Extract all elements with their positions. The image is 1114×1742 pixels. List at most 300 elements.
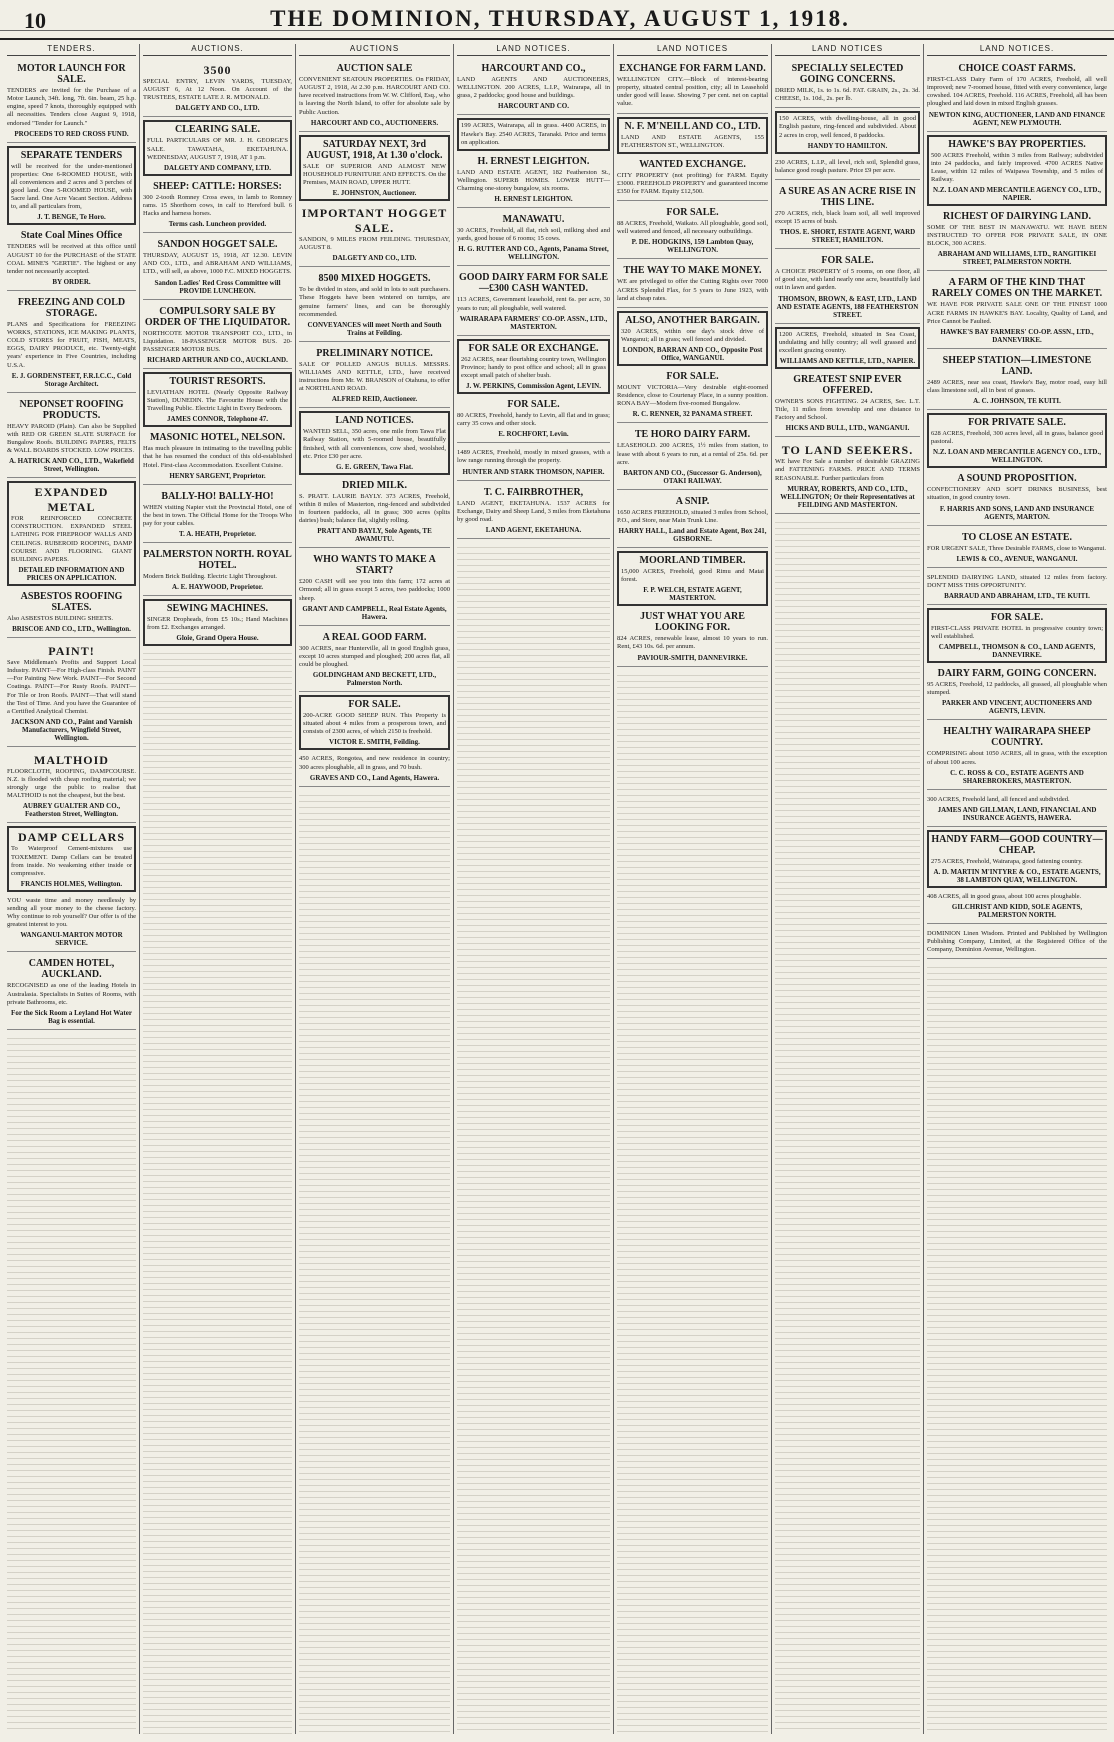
ad-heading: A SURE AS AN ACRE RISE IN THIS LINE. xyxy=(779,185,916,208)
ad-heading: TO CLOSE AN ESTATE. xyxy=(961,531,1073,543)
advertisement xyxy=(775,111,920,153)
ad-body: £200 CASH will see you into this farm; 172 acres at Ormond; all in grass except 5 acres, two paddocks; 1000 sheep. xyxy=(299,578,450,602)
ad-body: NORTHCOTE MOTOR TRANSPORT CO., LTD., in Liquidation. 18-PASSENGER MOTOR BUS. 20-PASSENGER MOTOR BUS. xyxy=(143,329,292,353)
ad-heading: H. ERNEST LEIGHTON. xyxy=(477,155,590,167)
page-number: 10 xyxy=(24,8,46,33)
ad-signature: RICHARD ARTHUR AND CO., AUCKLAND. xyxy=(147,355,288,364)
advertisement xyxy=(617,368,768,423)
advertisement xyxy=(7,396,136,479)
ad-body: 270 ACRES, rich, black loam soil, all well improved except 15 acres of bush. xyxy=(775,209,920,225)
advertisement xyxy=(775,371,920,437)
advertisement xyxy=(457,153,610,208)
advertisement xyxy=(299,477,450,549)
advertisement xyxy=(7,955,136,1029)
ad-signature: PROCEEDS TO RED CROSS FUND. xyxy=(14,129,129,138)
ad-body: 300 ACRES, near Hunterville, all in good English grass, except 10 acres stumped and ploughed; 200 acres flat, all could be ploughed. xyxy=(299,644,450,668)
ad-heading: FREEZING AND COLD STORAGE. xyxy=(17,296,126,319)
advertisement xyxy=(617,60,768,114)
ad-heading: SHEEP: CATTLE: HORSES: xyxy=(153,180,282,192)
ad-body: 230 ACRES, L.I.P., all level, rich soil, Splendid grass, balance good rough pasture. Price £9 per acre. xyxy=(775,158,920,174)
ad-body: TENDERS will be received at this office until AUGUST 10 for the PURCHASE of the STATE COAL MINE'S "GERTIE". The highest or any tender not necessarily accepted. xyxy=(7,243,136,275)
advertisement xyxy=(7,894,136,953)
advertisement xyxy=(927,352,1107,410)
ad-heading: A SOUND PROPOSITION. xyxy=(957,473,1077,485)
ad-heading: MOORLAND TIMBER. xyxy=(639,555,746,566)
ad-display-heading: DAMP CELLARS xyxy=(17,830,125,845)
ad-signature: MURRAY, ROBERTS, AND CO., LTD., WELLINGTON; Or their Representatives at FEILDING AND MASTERTON. xyxy=(780,484,915,509)
ad-body: LAND AGENTS AND AUCTIONEERS, WELLINGTON. 200 ACRES, L.I.P., Wairarapa, all in grass, 2 paddocks; good house and buildings. xyxy=(457,76,610,100)
ad-signature: BARTON AND CO., (Successor G. Anderson), OTAKI RAILWAY. xyxy=(623,468,762,485)
ad-signature: AUBREY GUALTER AND CO., Featherston Street, Wellington. xyxy=(22,802,121,819)
column-2 xyxy=(140,44,296,1734)
ad-signature: GRAVES AND CO., Land Agents, Hawera. xyxy=(309,773,440,782)
ad-body: DOMINION Linen Wisdom. Printed and Published by Wellington Publishing Company, Limited, at the Registered Office of the Company, Dominion Avenue, Wellington. xyxy=(927,930,1107,954)
advertisement xyxy=(143,372,292,427)
advertisement xyxy=(927,208,1107,271)
ad-body: 30 ACRES, Freehold, all flat, rich soil, milking shed and yards, good house of 6 rooms; 15 cows. xyxy=(457,227,610,243)
ad-body: 199 ACRES, Wairarapa, all in grass. 4400 ACRES, in Hawke's Bay. 2540 ACRES, Taranaki. Price and terms on application. xyxy=(461,122,606,146)
ad-heading: NEPONSET ROOFING PRODUCTS. xyxy=(19,398,124,421)
ad-signature: BY ORDER. xyxy=(52,277,91,286)
ad-heading: FOR SALE. xyxy=(348,699,401,710)
ad-signature: R. C. RENNER, 32 PANAMA STREET. xyxy=(632,410,753,419)
ad-body: SANDON, 9 MILES FROM FEILDING. THURSDAY, AUGUST 8. xyxy=(299,236,450,252)
ad-heading: TOURIST RESORTS. xyxy=(169,375,266,387)
ad-body: 450 ACRES, Rongotea, and new residence in country; 300 acres ploughable, all in grass, and 70 bush. xyxy=(299,755,450,771)
ad-heading: JUST WHAT YOU ARE LOOKING FOR. xyxy=(640,611,745,634)
ad-body: WANTED SELL, 350 acres, one mile from Tawa Flat Railway Station, with 5-roomed house, beautifully finished, with all conveniences, cow shed, woolshed, etc. Price £30 per acre. xyxy=(303,428,446,460)
ad-heading: THE WAY TO MAKE MONEY. xyxy=(623,265,762,277)
ad-body: 275 ACRES, Freehold, Wairarapa, good fattening country. xyxy=(931,857,1083,865)
ad-body: 113 ACRES, Government leasehold, rent 6s. per acre, 30 years to run; all ploughable, well watered. xyxy=(457,296,610,312)
advertisement xyxy=(143,120,292,175)
ad-body: 88 ACRES, Freehold, Waikato. All ploughable, good soil, well watered and fenced, all necessary outbuildings. xyxy=(617,220,768,236)
small-print-filler xyxy=(617,670,768,1735)
ad-signature: HICKS AND BULL, LTD., WANGANUI. xyxy=(785,424,910,433)
ad-heading: State Coal Mines Office xyxy=(20,230,123,242)
ad-body: FULL PARTICULARS OF MR. J. H. GEORGE'S SALE. TAWATAHA, EKETAHUNA. WEDNESDAY, AUGUST 7, 1918, AT 1 p.m. xyxy=(147,137,288,161)
advertisement xyxy=(775,327,920,369)
ad-body: WHEN visiting Napier visit the Provincial Hotel, one of the best in town. The Official Home for the Troops Who pay for your cables. xyxy=(143,503,292,527)
ad-signature: A. E. HAYWOOD, Proprietor. xyxy=(172,583,263,592)
advertisement xyxy=(927,60,1107,132)
ad-heading: FOR SALE. xyxy=(507,399,560,410)
ad-signature: N.Z. LOAN AND MERCANTILE AGENCY CO., LTD., WELLINGTON. xyxy=(933,448,1101,465)
ad-signature: GILCHRIST AND KIDD, SOLE AGENTS, PALMERSTON NORTH. xyxy=(951,903,1083,919)
ad-heading: SEPARATE TENDERS xyxy=(20,149,123,161)
ad-body: CONFECTIONERY AND SOFT DRINKS BUSINESS, best situation, in good country town. xyxy=(927,486,1107,502)
advertisement xyxy=(143,488,292,543)
ad-signature: J. W. PERKINS, Commission Agent, LEVIN. xyxy=(466,382,601,390)
ad-signature: CONVEYANCES will meet North and South Trains at Feilding. xyxy=(307,320,442,337)
ad-body: TENDERS are invited for the Purchase of a Motor Launch, 34ft. long, 7ft. 6in. beam, 25 h.p. engine, speed 7 knots, thoroughly equipped with all necessities. Tenders close August 9, 1918, endorsed "Tender for Launch." xyxy=(7,87,136,127)
small-print-filler xyxy=(457,542,610,1734)
ad-signature: N.Z. LOAN AND MERCANTILE AGENCY CO., LTD., NAPIER. xyxy=(933,186,1101,202)
ad-body: A CHOICE PROPERTY of 5 rooms, on one floor, all of good size, with land nearly one acre, beautifully laid out in lawn and garden. xyxy=(775,268,920,292)
column-header: AUCTIONS xyxy=(299,44,450,56)
ad-signature: PRATT AND BAYLY, Sole Agents, TE AWAMUTU. xyxy=(317,527,432,544)
ad-heading: FOR SALE. xyxy=(821,255,874,267)
ad-body: COMPRISING about 1050 ACRES, all in grass, with the exception of about 100 acres. xyxy=(927,750,1107,766)
ad-heading: SHEEP STATION—LIMESTONE LAND. xyxy=(942,354,1092,377)
advertisement xyxy=(299,752,450,786)
advertisement xyxy=(7,641,136,747)
advertisement xyxy=(7,146,136,226)
ad-heading: MASONIC HOTEL, NELSON. xyxy=(149,432,286,444)
advertisement xyxy=(927,608,1107,663)
ad-body: LEVIATHAN HOTEL (Nearly Opposite Railway Station), DUNEDIN. The Favourite House with the Travelling Public. Electric Light in Every Bedroom. xyxy=(147,388,288,413)
ad-signature: ALFRED REID, Auctioneer. xyxy=(331,395,418,404)
ad-heading: TE HORO DAIRY FARM. xyxy=(634,429,751,441)
ad-body: OWNER'S SONS FIGHTING. 24 ACRES, Sec. L.T. Title, 11 miles from township and one distance to Factory and School. xyxy=(775,397,920,422)
ad-heading: CAMDEN HOTEL, AUCKLAND. xyxy=(28,958,115,981)
advertisement xyxy=(775,440,920,513)
advertisement xyxy=(457,396,610,443)
ad-signature: HENRY SARGENT, Proprietor. xyxy=(169,471,266,480)
ad-heading: SEWING MACHINES. xyxy=(166,603,269,615)
advertisement xyxy=(927,830,1107,888)
ad-heading: CHOICE COAST FARMS. xyxy=(958,63,1076,74)
advertisement xyxy=(617,493,768,548)
column-header: TENDERS. xyxy=(7,44,136,56)
ad-body: CONVENIENT SEATOUN PROPERTIES. On FRIDAY, AUGUST 2, 1918, At 2.30 p.m. HARCOURT AND CO. have received instructions from W. W. Clifford, Esq., who is leaving the North Island, to offer for absolute sale by Public Auction. xyxy=(299,76,450,116)
ad-signature: E. J. GORDENSTEET, F.R.I.C.C., Cold Storage Architect. xyxy=(11,371,132,388)
masthead-rule xyxy=(0,30,1114,31)
advertisement xyxy=(617,426,768,489)
ad-body: 824 ACRES, renewable lease, almost 10 years to run. Rent, £43 10s. 6d. per annum. xyxy=(617,635,768,651)
ad-signature: BRISCOE AND CO., LTD., Wellington. xyxy=(12,625,131,633)
advertisement xyxy=(457,339,610,394)
advertisement xyxy=(927,723,1107,789)
ad-body: 1650 ACRES FREEHOLD, situated 3 miles from School, P.O., and Store, near Main Trunk Line. xyxy=(617,508,768,524)
ad-signature: THOMSON, BROWN, & EAST, LTD., LAND AND ESTATE AGENTS, 188 FEATHERSTON STREET. xyxy=(776,294,919,319)
ad-heading: FOR SALE OR EXCHANGE. xyxy=(468,342,599,354)
ad-signature: HAWKE'S BAY FARMERS' CO-OP. ASSN., LTD., DANNEVIRKE. xyxy=(940,327,1094,344)
ad-body: THURSDAY, AUGUST 15, 1918, AT 12.30. LEVIN AND CO., LTD., and ABRAHAM AND WILLIAMS, LTD., will sell, as above, 1000 F.C. MIXED HOGGETS. xyxy=(143,252,292,276)
advertisement xyxy=(299,345,450,409)
advertisement xyxy=(7,481,136,586)
advertisement xyxy=(617,608,768,666)
ad-heading: FOR PRIVATE SALE. xyxy=(968,417,1066,428)
advertisement xyxy=(143,599,292,646)
ad-body: YOU waste time and money needlessly by sending all your money to the cheese factory. Why continue to rob yourself? Our offer is of the greatest interest to you. xyxy=(7,896,136,929)
ad-body: To be divided in sizes, and sold in lots to suit purchasers. These Hoggets have been wintered on turnips, are genuine farmers' lines, and can be thoroughly recommended. xyxy=(299,286,450,318)
ad-signature: NEWTON KING, AUCTIONEER, LAND AND FINANCE AGENT, NEW PLYMOUTH. xyxy=(928,110,1106,127)
advertisement xyxy=(775,183,920,249)
ad-body: 95 ACRES, Freehold, 12 paddocks, all grassed, all ploughable when stumped. xyxy=(927,681,1107,697)
ad-signature: THOS. E. SHORT, ESTATE AGENT, WARD STREET, HAMILTON. xyxy=(779,228,916,245)
ad-signature: HARCOURT AND CO., AUCTIONEERS. xyxy=(310,118,439,127)
ad-body: FLOORCLOTH, ROOFING, DAMPCOURSE. N.Z. is flooded with cheap roofing material; we strongly urge the public to realise that MALTHOID is not the cheapest, but the best. xyxy=(7,767,136,800)
advertisement xyxy=(457,484,610,539)
ad-heading: A FARM OF THE KIND THAT RARELY COMES ON THE MARKET. xyxy=(931,277,1103,300)
advertisement xyxy=(143,236,292,299)
ad-heading: SATURDAY NEXT, 3rd AUGUST, 1918, At 1.30 o'clock. xyxy=(306,138,443,161)
ad-heading: A SNIP. xyxy=(675,495,710,507)
advertisement xyxy=(457,211,610,266)
ad-signature: WILLIAMS AND KETTLE, LTD., NAPIER. xyxy=(779,356,916,365)
ad-body: 2489 ACRES, near sea coast, Hawke's Bay, motor road, easy hill class limestone soil, all in best of grasses. xyxy=(927,378,1107,394)
advertisement xyxy=(927,571,1107,605)
ad-body: SPLENDID DAIRYING LAND, situated 12 miles from factory. DON'T MISS THIS OPPORTUNITY. xyxy=(927,573,1107,589)
small-print-filler xyxy=(299,790,450,1734)
advertisement xyxy=(143,303,292,369)
ad-heading: DRIED MILK. xyxy=(341,479,407,491)
ad-body: 80 ACRES, Freehold, handy to Levin, all flat and in grass; carry 35 cows and other stock. xyxy=(457,412,610,428)
ad-signature: FRANCIS HOLMES, Wellington. xyxy=(20,879,123,888)
ad-body: WELLINGTON CITY.—Block of interest-bearing property, situated central position, city; all in Leasehold under good will lease. Showing 7 per cent. net on capital value. xyxy=(617,76,768,108)
ad-body: CITY PROPERTY (not profiting) for FARM. Equity £3000. FREEHOLD PROPERTY and guaranteed income £350 for FARM. Equity £12,500. xyxy=(617,171,768,195)
ad-signature: HARCOURT AND CO. xyxy=(498,102,569,111)
small-print-filler xyxy=(7,1033,136,1734)
ad-signature: E. ROCHFORT, Levin. xyxy=(498,430,569,439)
advertisement xyxy=(457,446,610,480)
advertisement xyxy=(7,227,136,291)
advertisement xyxy=(299,551,450,625)
ad-body: FIRST-CLASS Dairy Farm of 170 ACRES, Freehold, all well improved; new 7-roomed house, fitted with every convenience, large cowshed. 104 ACRES, Freehold. 116 ACRES, Freehold, all has been ploughed and laid down in mixed English grasses. xyxy=(927,76,1107,108)
ad-body: WE are privileged to offer the Cutting Rights over 7000 ACRES Splendid Flax, for 5 years to June 1923, with land at cheap rates. xyxy=(617,278,768,302)
ad-heading: WHO WANTS TO MAKE A START? xyxy=(313,554,436,577)
ad-signature: DETAILED INFORMATION AND PRICES ON APPLICATION. xyxy=(18,565,125,582)
ad-heading: GOOD DAIRY FARM FOR SALE—£300 CASH WANTED. xyxy=(458,272,609,295)
advertisement xyxy=(299,203,450,267)
ad-body: S. PRATT. LAURIE BAYLY. 373 ACRES, Freehold, within 8 miles of Masterton, ring-fenced and subdivided in fourteen paddocks, all in grass; 300 acres (splits dairies) bush; balance flat, slightly rolling. xyxy=(299,492,450,525)
advertisement xyxy=(927,413,1107,468)
ad-heading: FOR SALE. xyxy=(666,371,719,382)
ad-heading: PRELIMINARY NOTICE. xyxy=(316,347,433,359)
ad-heading: GREATEST SNIP EVER OFFERED. xyxy=(793,373,902,396)
advertisement xyxy=(927,529,1107,568)
ad-heading: A REAL GOOD FARM. xyxy=(322,631,427,643)
advertisement xyxy=(927,665,1107,720)
ad-display-heading: EXPANDED METAL xyxy=(34,485,109,515)
advertisement xyxy=(775,156,920,180)
advertisement xyxy=(7,826,136,892)
ad-heading: WANTED EXCHANGE. xyxy=(639,158,746,170)
ad-signature: GRANT AND CAMPBELL, Real Estate Agents, Hawera. xyxy=(302,604,447,621)
ad-body: To Waterproof Cement-mixtures use TOXEMENT. Damp Cellars can be treated from inside. No weakening either inside or compressive. xyxy=(11,845,132,877)
ad-signature: JACKSON AND CO., Paint and Varnish Manufacturers, Wingfield Street, Wellington. xyxy=(10,717,133,742)
ad-body: 628 ACRES, Freehold, 300 acres level, all in grass, balance good pastoral. xyxy=(931,430,1103,446)
ad-body: FOR URGENT SALE, Three Desirable FARMS, close to Wanganui. xyxy=(927,544,1106,552)
ad-body: 200-ACRE GOOD SHEEP RUN. This Property is situated about 4 miles from a prosperous town, and consists of 2300 acres, of which 2150 is freehold. xyxy=(303,712,446,736)
ad-body: 408 ACRES, all in good grass, about 100 acres ploughable. xyxy=(927,892,1082,900)
page-columns xyxy=(4,44,1110,1734)
ad-heading: FOR SALE. xyxy=(990,611,1044,623)
advertisement xyxy=(617,551,768,606)
ad-heading: 8500 MIXED HOGGETS. xyxy=(318,273,431,285)
ad-heading: LAND NOTICES. xyxy=(335,415,414,427)
ad-heading: SPECIALLY SELECTED GOING CONCERNS. xyxy=(791,63,904,85)
ad-body: DRIED MILK, 1s. to 1s. 6d. FAT. GRAIN, 2s., 2s. 3d. CHEESE, 1s. 10d., 2s. per lb. xyxy=(775,87,920,103)
ad-signature: A. HATRICK AND CO., LTD., Wakefield Street, Wellington. xyxy=(9,457,134,474)
ad-heading: SANDON HOGGET SALE. xyxy=(157,239,278,251)
column-6 xyxy=(772,44,924,1734)
ad-signature: PAVIOUR-SMITH, DANNEVIRKE. xyxy=(637,653,748,662)
ad-signature: LEWIS & CO., AVENUE, WANGANUI. xyxy=(956,554,1078,563)
advertisement xyxy=(617,117,768,154)
ad-signature: H. G. RUTTER AND CO., Agents, Panama Street, WELLINGTON. xyxy=(458,245,609,262)
ad-heading: FOR SALE. xyxy=(666,207,719,219)
ad-signature: CAMPBELL, THOMSON & CO., LAND AGENTS, DANNEVIRKE. xyxy=(938,643,1096,660)
ad-heading: EXCHANGE FOR FARM LAND. xyxy=(619,63,766,74)
ad-signature: H. ERNEST LEIGHTON. xyxy=(494,195,573,204)
ad-signature: Gloie, Grand Opera House. xyxy=(176,634,259,643)
ad-heading: DAIRY FARM, GOING CONCERN. xyxy=(937,668,1097,680)
ad-body: will be received for the under-mentioned properties: One 6-ROOMED HOUSE, with all conveniences and 2 acres and 3 perches of good land. One 5-ROOMED HOUSE, with 5acre land. One Acre Vacant Section. Address to, and all particulars from, xyxy=(11,162,132,211)
ad-body: 300 2-tooth Romney Cross ewes, in lamb to Romney rams. 15 Shorthorn cows, in calf to Hereford bull. 6 Hacks and harness horses. xyxy=(143,193,292,217)
column-3 xyxy=(296,44,454,1734)
ad-body: Has much pleasure in intimating to the travelling public that he has resumed the conduct of this old-established Hotel. First-class Accommodation. Excellent Cuisine. xyxy=(143,445,292,469)
ad-heading: HAWKE'S BAY PROPERTIES. xyxy=(948,138,1086,150)
ad-body: SINGER Dropheads, from £5 10s.; Hand Machines from £2. Exchanges arranged. xyxy=(147,616,288,632)
ad-body: LAND AGENT, EKETAHUNA. 1537 ACRES for Exchange, Dairy and Sheep Land, 3 miles from Eketahuna by good road. xyxy=(457,499,610,523)
ad-signature: P. DE. HODGKINS, 159 Lambton Quay, WELLINGTON. xyxy=(631,238,754,255)
ad-heading: COMPULSORY SALE BY ORDER OF THE LIQUIDATOR. xyxy=(144,305,291,328)
advertisement xyxy=(143,429,292,484)
ad-body: 1200 ACRES, Freehold, situated in Sea Coast, undulating and hilly country; all well grassed and excellent grazing country. xyxy=(779,330,916,354)
column-header: LAND NOTICES. xyxy=(457,44,610,56)
ad-heading: MANAWATU. xyxy=(502,214,565,226)
ad-body: 150 ACRES, with dwelling-house, all in good English pasture, ring-fenced and subdivided. About 2 acres in crop, well fenced, 8 paddocks. xyxy=(779,115,916,139)
advertisement xyxy=(143,60,292,117)
ad-body: Save Middleman's Profits and Support Local Industry. PAINT—For High-class Finish. PAINT—For Painting New Work. PAINT—For Second Coatings. PAINT—For Rusty Roofs. PAINT—For Tile or Iron Roofs. PAINT—That will stand the Test of Time. And you have the Guarantee of a Certified Analytical Chemist. xyxy=(7,659,136,715)
advertisement xyxy=(775,60,920,108)
advertisement xyxy=(7,60,136,143)
ad-signature: VICTOR E. SMITH, Feilding. xyxy=(329,738,420,747)
ad-signature: HARRY HALL, Land and Estate Agent, Box 241, GISBORNE. xyxy=(618,527,767,543)
column-1 xyxy=(4,44,140,1734)
ad-display-heading: IMPORTANT HOGGET SALE. xyxy=(301,206,448,235)
ad-heading: PALMERSTON NORTH. ROYAL HOTEL. xyxy=(143,549,292,571)
advertisement xyxy=(457,118,610,150)
column-header: LAND NOTICES xyxy=(775,44,920,56)
ad-signature: BARRAUD AND ABRAHAM, LTD., TE KUITI. xyxy=(944,591,1090,600)
masthead xyxy=(0,0,1114,40)
ad-body: FIRST-CLASS PRIVATE HOTEL in progressive country town; well established. xyxy=(931,624,1103,640)
ad-body: SOME OF THE BEST IN MANAWATU. WE HAVE BEEN INSTRUCTED TO OFFER FOR PRIVATE SALE, IN ONE BLOCK, 300 ACRES. xyxy=(927,224,1107,248)
ad-signature: DALGETY AND COMPANY, LTD. xyxy=(163,163,272,172)
ad-body: Also ASBESTOS BUILDING SHEETS. xyxy=(7,614,114,622)
ad-signature: E. JOHNSTON, Auctioneer. xyxy=(332,189,417,197)
ad-signature: For the Sick Room a Leyland Hot Water Bag is essential. xyxy=(11,1008,132,1025)
advertisement xyxy=(299,270,450,342)
advertisement xyxy=(775,252,920,323)
ad-display-heading: MALTHOID xyxy=(34,752,109,767)
small-print-filler xyxy=(775,517,920,1734)
ad-signature: J. T. BENGE, Te Horo. xyxy=(37,213,106,222)
advertisement xyxy=(457,269,610,335)
ad-signature: DALGETY AND CO., LTD. xyxy=(175,104,260,113)
ad-heading: AUCTION SALE xyxy=(336,63,413,74)
ad-signature: WAIRARAPA FARMERS' CO-OP. ASSN., LTD., MASTERTON. xyxy=(459,314,608,331)
ad-body: Modern Brick Building. Electric Light Throughout. xyxy=(143,573,278,580)
ad-body: HEAVY PAROID (Plain). Can also be Supplied with RED OR GREEN SLATE SURFACE for Bungalow Roofs. BUILDING PAPERS, FELTS & WALL BOARDS STOCKED. LOW PRICES. xyxy=(7,422,136,454)
ad-heading: ALSO, ANOTHER BARGAIN. xyxy=(625,314,760,326)
ad-body: SPECIAL ENTRY, LEVIN YARDS, TUESDAY, AUGUST 6, At 12 Noon. On Account of the TRUSTEES, ESTATE LATE J. R. M'DONALD. xyxy=(143,78,292,102)
ad-signature: F. HARRIS AND SONS, LAND AND INSURANCE AGENTS, MARTON. xyxy=(939,504,1095,521)
small-print-filler xyxy=(143,648,292,1734)
ad-body: 15,000 ACRES, Freehold, good Rimu and Matai forest. xyxy=(621,568,764,584)
column-header: AUCTIONS. xyxy=(143,44,292,56)
ad-body: PLANS and Specifications for FREEZING WORKS, STATIONS, ICE MAKING PLANTS, COLD STORES for FRUIT, FISH, MEATS, EGGS, DAIRY PRODUCE, etc. Twenty-eight years' experience in Five Countries, including U.S.A. xyxy=(7,320,136,369)
advertisement xyxy=(7,588,136,638)
ad-heading: RICHEST OF DAIRYING LAND. xyxy=(942,211,1091,222)
ad-heading: ASBESTOS ROOFING SLATES. xyxy=(20,590,123,613)
ad-body: 500 ACRES Freehold, within 3 miles from Railway; subdivided into 24 paddocks, and fairly improved. 4700 ACRES Native Lease, within 12 miles of Waipawa Township, and 5 miles of Railway. xyxy=(931,151,1103,183)
advertisement xyxy=(299,60,450,132)
ad-signature: A. C. JOHNSON, TE KUITI. xyxy=(973,397,1061,405)
ad-body: 320 ACRES, within one day's stock drive of Wanganui; all in grass; well fenced and divided. xyxy=(621,327,764,343)
ad-heading: HANDY FARM—GOOD COUNTRY—CHEAP. xyxy=(931,833,1103,856)
ad-signature: WANGANUI-MARTON MOTOR SERVICE. xyxy=(20,931,123,948)
ad-signature: F. P. WELCH, ESTATE AGENT, MASTERTON. xyxy=(643,586,742,603)
ad-signature: JAMES AND GILLMAN, LAND, FINANCIAL AND INSURANCE AGENTS, HAWERA. xyxy=(937,805,1097,822)
ad-heading: T. C. FAIRBROTHER, xyxy=(483,486,584,498)
advertisement xyxy=(299,695,450,750)
ad-signature: Terms cash. Luncheon provided. xyxy=(168,220,267,229)
advertisement xyxy=(143,178,292,233)
advertisement xyxy=(927,274,1107,348)
ad-heading: N. F. M'NEILL AND CO., LTD. xyxy=(624,120,761,132)
ad-signature: GOLDINGHAM AND BECKETT, LTD., Palmerston North. xyxy=(312,671,437,687)
ad-body: WE have For Sale a number of desirable GRAZING and FATTENING FARMS. PRICE AND TERMS REASONABLE. Further particulars from xyxy=(775,458,920,482)
column-4 xyxy=(454,44,614,1734)
column-header: LAND NOTICES. xyxy=(927,44,1107,56)
ad-body: WE HAVE FOR PRIVATE SALE ONE OF THE FINEST 1000 ACRE FARMS IN HAWKE'S BAY. Locality, Quality of Land, and Price Cannot be Faulted. xyxy=(927,301,1107,325)
ad-body: 262 ACRES, near flourishing country town, Wellington Province; handy to post office and school; all in grass except small patch of shelter bush. xyxy=(461,355,606,379)
ad-signature: JAMES CONNOR, Telephone 47. xyxy=(167,415,268,424)
advertisement xyxy=(457,60,610,115)
ad-body: 300 ACRES, Freehold land, all fenced and subdivided. xyxy=(927,795,1070,803)
ad-signature: DALGETY AND CO., LTD. xyxy=(332,254,417,263)
ad-body: LAND AND ESTATE AGENTS, 155 FEATHERSTON ST., WELLINGTON. xyxy=(621,133,764,149)
advertisement xyxy=(927,890,1107,924)
advertisement xyxy=(7,294,136,393)
advertisement xyxy=(299,135,450,201)
ad-heading: HEALTHY WAIRARAPA SHEEP COUNTRY. xyxy=(943,726,1091,749)
ad-signature: G. E. GREEN, Tawa Flat. xyxy=(335,462,413,471)
ad-display-heading: PAINT! xyxy=(48,644,95,658)
small-print-filler xyxy=(927,962,1107,1734)
column-7 xyxy=(924,44,1110,1734)
advertisement xyxy=(927,927,1107,959)
ad-heading: HARCOURT AND CO., xyxy=(481,63,586,74)
advertisement xyxy=(927,470,1107,525)
ad-heading: CLEARING SALE. xyxy=(174,124,261,136)
ad-display-heading: 3500 xyxy=(203,63,232,77)
ad-display-heading: TO LAND SEEKERS. xyxy=(781,443,914,458)
ad-signature: LAND AGENT, EKETAHUNA. xyxy=(485,525,582,534)
ad-signature: HUNTER AND STARK THOMSON, NAPIER. xyxy=(462,467,605,476)
ad-signature: LONDON, BARRAN AND CO., Opposite Post Office, WANGANUI. xyxy=(622,346,763,362)
ad-body: 1489 ACRES, Freehold, mostly in mixed grasses, with a low range running through the property. xyxy=(457,449,610,465)
advertisement xyxy=(927,793,1107,827)
advertisement xyxy=(7,750,136,824)
ad-signature: T. A. HEATH, Proprietor. xyxy=(179,530,256,538)
advertisement xyxy=(143,546,292,596)
ad-body: LEASEHOLD. 200 ACRES, 1½ miles from station, to lease with about 6 years to run, at a rental of 25s. 6d. per acre. xyxy=(617,442,768,466)
ad-signature: A. D. MARTIN M'INTYRE & CO., ESTATE AGENTS, 38 LAMBTON QUAY, WELLINGTON. xyxy=(933,867,1101,884)
ad-body: MOUNT VICTORIA—Very desirable eight-roomed Residence, close to Courtenay Place, in a sunny position. RONA BAY—Modern five-roomed Bungalow. xyxy=(617,384,768,408)
newspaper-title: THE DOMINION, THURSDAY, AUGUST 1, 1918. xyxy=(270,6,850,31)
ad-signature: Sandon Ladies' Red Cross Committee will PROVIDE LUNCHEON. xyxy=(154,278,281,295)
ad-signature: ABRAHAM AND WILLIAMS, LTD., RANGITIKEI STREET, PALMERSTON NORTH. xyxy=(937,250,1097,267)
ad-body: LAND AND ESTATE AGENT, 182 Featherston St., Wellington. SUPERB HOMES. LOWER HUTT—Charming one-storey bungalow, six rooms. xyxy=(457,168,610,192)
advertisement xyxy=(927,135,1107,207)
advertisement xyxy=(617,204,768,259)
advertisement xyxy=(299,629,450,692)
